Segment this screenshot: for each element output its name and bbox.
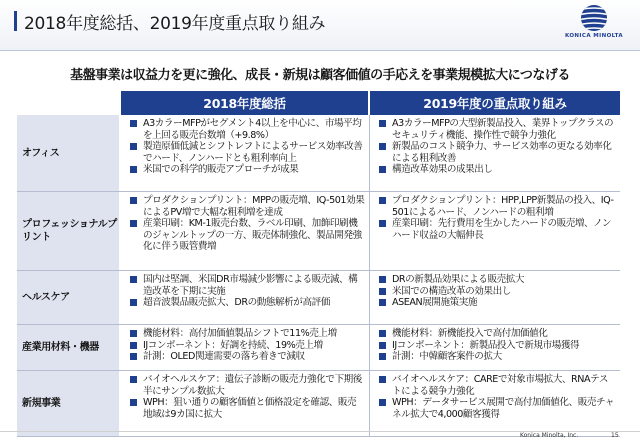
- cell-2018-review: [121, 325, 370, 370]
- bullet-item: バイオヘルスケア：遺伝子診断の販売力強化で下期後半にサンプル数拡大: [129, 374, 365, 397]
- bullet-item: 米国での構造改革の効果出し: [378, 286, 616, 298]
- company-logo: [563, 4, 625, 39]
- cell-2019-focus: [370, 371, 620, 436]
- row-category: 新規事業: [17, 371, 121, 436]
- page-title: 2018年度総括、2019年度重点取り組み: [24, 14, 326, 34]
- table-row-new-business: [17, 371, 620, 437]
- bullet-item: プロダクションプリント：HPP,LPP新製品の投入、IQ-501によるハード、ノンハードの粗利増: [378, 195, 616, 218]
- bullet-item: ASEAN展開施策実施: [378, 297, 616, 309]
- bullet-item: A3カラーMFPの大型新製品投入、業界トップクラスのセキュリティ機能、操作性で競争力強化: [378, 118, 616, 141]
- bullet-item: DRの新製品効果による販売拡大: [378, 274, 616, 286]
- logo-wordmark: KONICA MINOLTA: [564, 33, 624, 39]
- bullet-item: 計測：OLED関連需要の落ち着きで減収: [129, 351, 365, 363]
- table-row-office: [17, 115, 620, 192]
- column-header-2019: 2019年度の重点取り組み: [370, 91, 620, 115]
- row-category: ヘルスケア: [17, 271, 121, 324]
- table-corner: [17, 91, 121, 115]
- header-divider: [0, 50, 640, 51]
- bullet-item: 構造改革効果の成果出し: [378, 164, 616, 176]
- bullet-item: 産業印刷：KM-1販売台数、ラベル印刷、加飾印刷機のジャンルトップの一方、販売体制強化、製品開発強化に伴う販管費増: [129, 218, 365, 253]
- table-header-row: [17, 91, 620, 115]
- bullet-item: プロダクションプリント：MPPの販売増、IQ-501効果によるPV増で大幅な粗利増を達成: [129, 195, 365, 218]
- review-table: [17, 91, 620, 437]
- bullet-item: 超音波製品販売拡大、DRの動態解析が高評価: [129, 297, 365, 309]
- row-category: プロフェッショナルプリント: [17, 192, 121, 270]
- bullet-item: IJコンポーネント：好調を持続、19%売上増: [129, 340, 365, 352]
- bullet-item: 製造原価低減とシフトレフトによるサービス効率改善でハード、ノンハードとも粗利率向上: [129, 141, 365, 164]
- table-row-professional-print: [17, 192, 620, 271]
- bullet-item: 国内は堅調、米国DR市場減少影響による販売減、構造改革を下期に実施: [129, 274, 365, 297]
- table-row-healthcare: [17, 271, 620, 325]
- bullet-item: WPH：データサービス展開で高付加価値化、販売チャネル拡大で4,000顧客獲得: [378, 397, 616, 420]
- bullet-item: 新製品のコスト競争力、サービス効率の更なる効率化による粗利改善: [378, 141, 616, 164]
- footer-company: Konica Minolta, Inc.: [520, 432, 579, 439]
- cell-2019-focus: [370, 325, 620, 370]
- row-category: オフィス: [17, 115, 121, 191]
- cell-2019-focus: [370, 115, 620, 191]
- page-number: 15: [611, 432, 619, 439]
- globe-logo-icon: [580, 4, 608, 32]
- bullet-item: 米国での科学的販売アプローチが成果: [129, 164, 365, 176]
- bullet-item: A3カラーMFPがセグメント4以上を中心に、市場平均を上回る販売台数増（+9.8%）: [129, 118, 365, 141]
- cell-2018-review: [121, 371, 370, 436]
- row-category: 産業用材料・機器: [17, 325, 121, 370]
- cell-2018-review: [121, 115, 370, 191]
- table-row-industrial-materials: [17, 325, 620, 371]
- cell-2019-focus: [370, 192, 620, 270]
- bullet-item: バイオヘルスケア：CAREで対象市場拡大、RNAテストによる競争力強化: [378, 374, 616, 397]
- cell-2018-review: [121, 192, 370, 270]
- bullet-item: 機能材料：高付加価値製品シフトで11%売上増: [129, 328, 365, 340]
- title-accent-bar: [14, 11, 17, 31]
- bullet-item: 計測：中韓顧客案件の拡大: [378, 351, 616, 363]
- bullet-item: IJコンポーネント：新製品投入で新規市場獲得: [378, 340, 616, 352]
- cell-2019-focus: [370, 271, 620, 324]
- column-header-2018: 2018年度総括: [121, 91, 370, 115]
- bullet-item: 産業印刷：先行費用を生かしたハードの販売増、ノンハード収益の大幅伸長: [378, 218, 616, 241]
- bullet-item: WPH：狙い通りの顧客価値と価格設定を確認、販売地域は9カ国に拡大: [129, 397, 365, 420]
- bullet-item: 機能材料：新機能投入で高付加価値化: [378, 328, 616, 340]
- slide-subtitle: 基盤事業は収益力を更に強化、成長・新規は顧客価値の手応えを事業規模拡大につなげる: [70, 68, 570, 83]
- cell-2018-review: [121, 271, 370, 324]
